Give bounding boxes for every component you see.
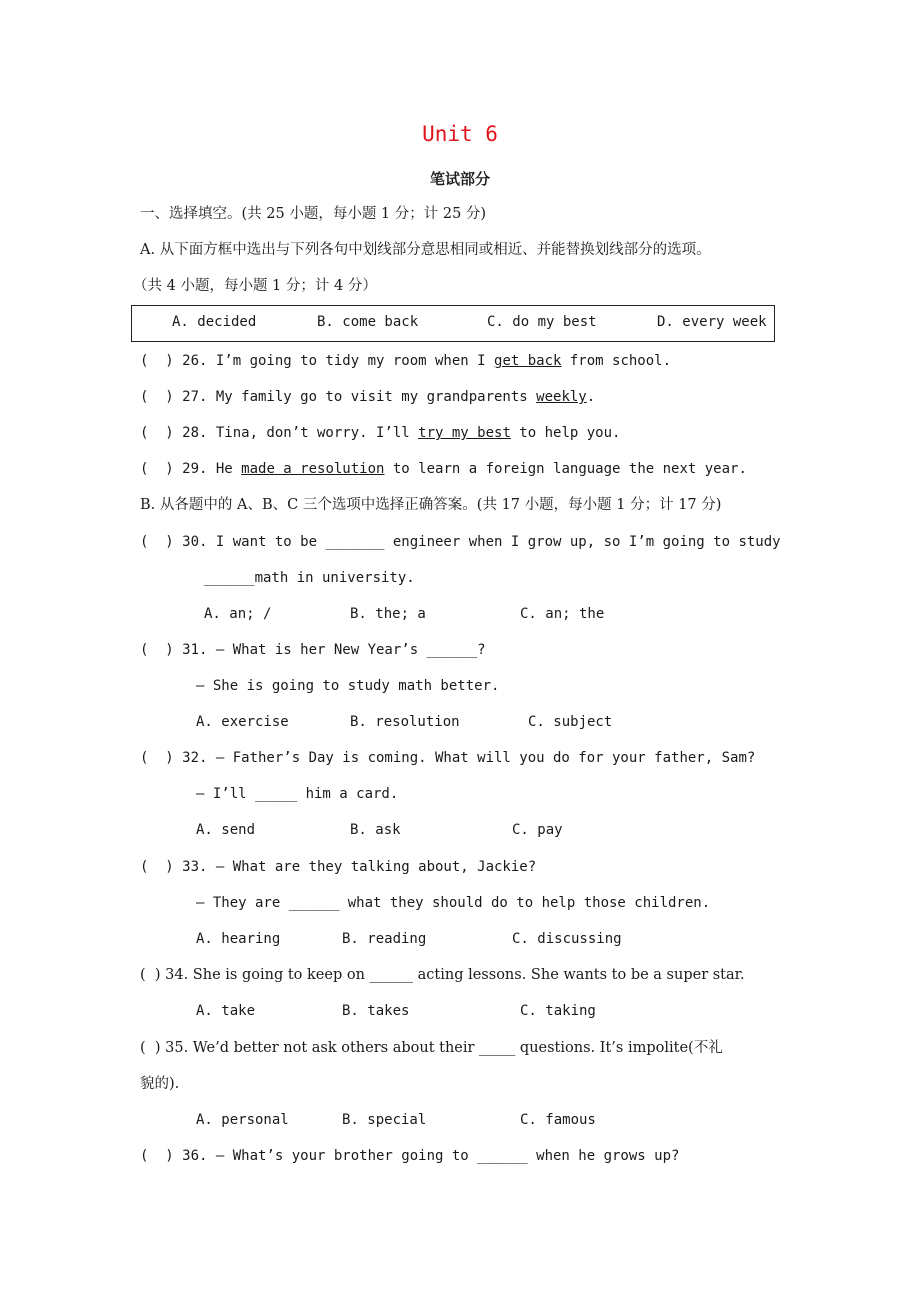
q28-text: ( ) 28. Tina, don’t worry. I’ll	[140, 425, 419, 441]
box-option-a: A. decided	[172, 314, 257, 330]
q26-underlined: get back	[494, 353, 562, 369]
question-30-cont: ______math in university.	[204, 570, 415, 586]
q29-underlined: made a resolution	[241, 461, 385, 477]
question-32-answer: — I’ll _____ him a card.	[196, 786, 399, 802]
part-a-instruction: A. 从下面方框中选出与下列各句中划线部分意思相同或相近、并能替换划线部分的选项。	[140, 242, 711, 258]
question-35: ( ) 35. We’d better not ask others about their _____ questions. It’s impolite(不礼	[140, 1040, 723, 1056]
q27-text-end: .	[586, 389, 596, 405]
q33-option-c: C. discussing	[512, 931, 622, 947]
question-28	[140, 423, 620, 443]
question-29	[140, 459, 747, 479]
section-subtitle: 笔试部分	[429, 170, 490, 188]
question-26	[140, 351, 671, 371]
q26-text-end: from school.	[561, 353, 672, 369]
q26-text: ( ) 26. I’m going to tidy my room when I	[140, 353, 495, 369]
q32-option-b: B. ask	[350, 822, 401, 838]
question-36: ( ) 36. — What’s your brother going to ______ when he grows up?	[140, 1148, 680, 1164]
q32-option-a: A. send	[196, 822, 256, 838]
question-32: ( ) 32. — Father’s Day is coming. What will you do for your father, Sam?	[140, 750, 756, 766]
q29-text: ( ) 29. He	[140, 461, 242, 477]
question-35-cont: 貌的).	[140, 1076, 180, 1092]
unit-title: Unit 6	[422, 122, 498, 146]
question-34: ( ) 34. She is going to keep on ______ acting lessons. She wants to be a super star.	[140, 967, 745, 983]
q28-text-end: to help you.	[510, 425, 621, 441]
q31-option-a: A. exercise	[196, 714, 289, 730]
q28-underlined: try my best	[418, 425, 511, 441]
q31-option-c: C. subject	[528, 714, 613, 730]
q33-option-a: A. hearing	[196, 931, 281, 947]
q33-option-b: B. reading	[342, 931, 427, 947]
q35-option-a: A. personal	[196, 1112, 289, 1128]
question-30: ( ) 30. I want to be _______ engineer when I grow up, so I’m going to study	[140, 534, 781, 550]
box-option-c: C. do my best	[487, 314, 597, 330]
q32-option-c: C. pay	[512, 822, 563, 838]
q30-option-b: B. the; a	[350, 606, 426, 622]
q34-option-a: A. take	[196, 1003, 256, 1019]
q34-option-b: B. takes	[342, 1003, 410, 1019]
q30-option-c: C. an; the	[520, 606, 605, 622]
question-31: ( ) 31. — What is her New Year’s ______?	[140, 642, 486, 658]
part-b-instruction: B. 从各题中的 A、B、C 三个选项中选择正确答案。(共 17 小题，每小题 1 分；计 17 分)	[140, 497, 722, 513]
part-a-scoring: （共 4 小题，每小题 1 分；计 4 分）	[133, 278, 377, 294]
box-option-d: D. every week	[657, 314, 767, 330]
q31-option-b: B. resolution	[350, 714, 460, 730]
q35-option-b: B. special	[342, 1112, 427, 1128]
q27-text: ( ) 27. My family go to visit my grandparents	[140, 389, 537, 405]
question-27	[140, 387, 595, 407]
q29-text-end: to learn a foreign language the next year.	[384, 461, 747, 477]
section-heading: 一、选择填空。(共 25 小题，每小题 1 分；计 25 分)	[140, 206, 487, 222]
box-option-b: B. come back	[317, 314, 419, 330]
q27-underlined: weekly	[536, 389, 587, 405]
q34-option-c: C. taking	[520, 1003, 596, 1019]
q30-option-a: A. an; /	[204, 606, 272, 622]
question-33-answer: — They are ______ what they should do to help those children.	[196, 895, 711, 911]
question-33: ( ) 33. — What are they talking about, Jackie?	[140, 859, 537, 875]
options-box	[131, 305, 775, 342]
question-31-answer: — She is going to study math better.	[196, 678, 500, 694]
q35-option-c: C. famous	[520, 1112, 596, 1128]
